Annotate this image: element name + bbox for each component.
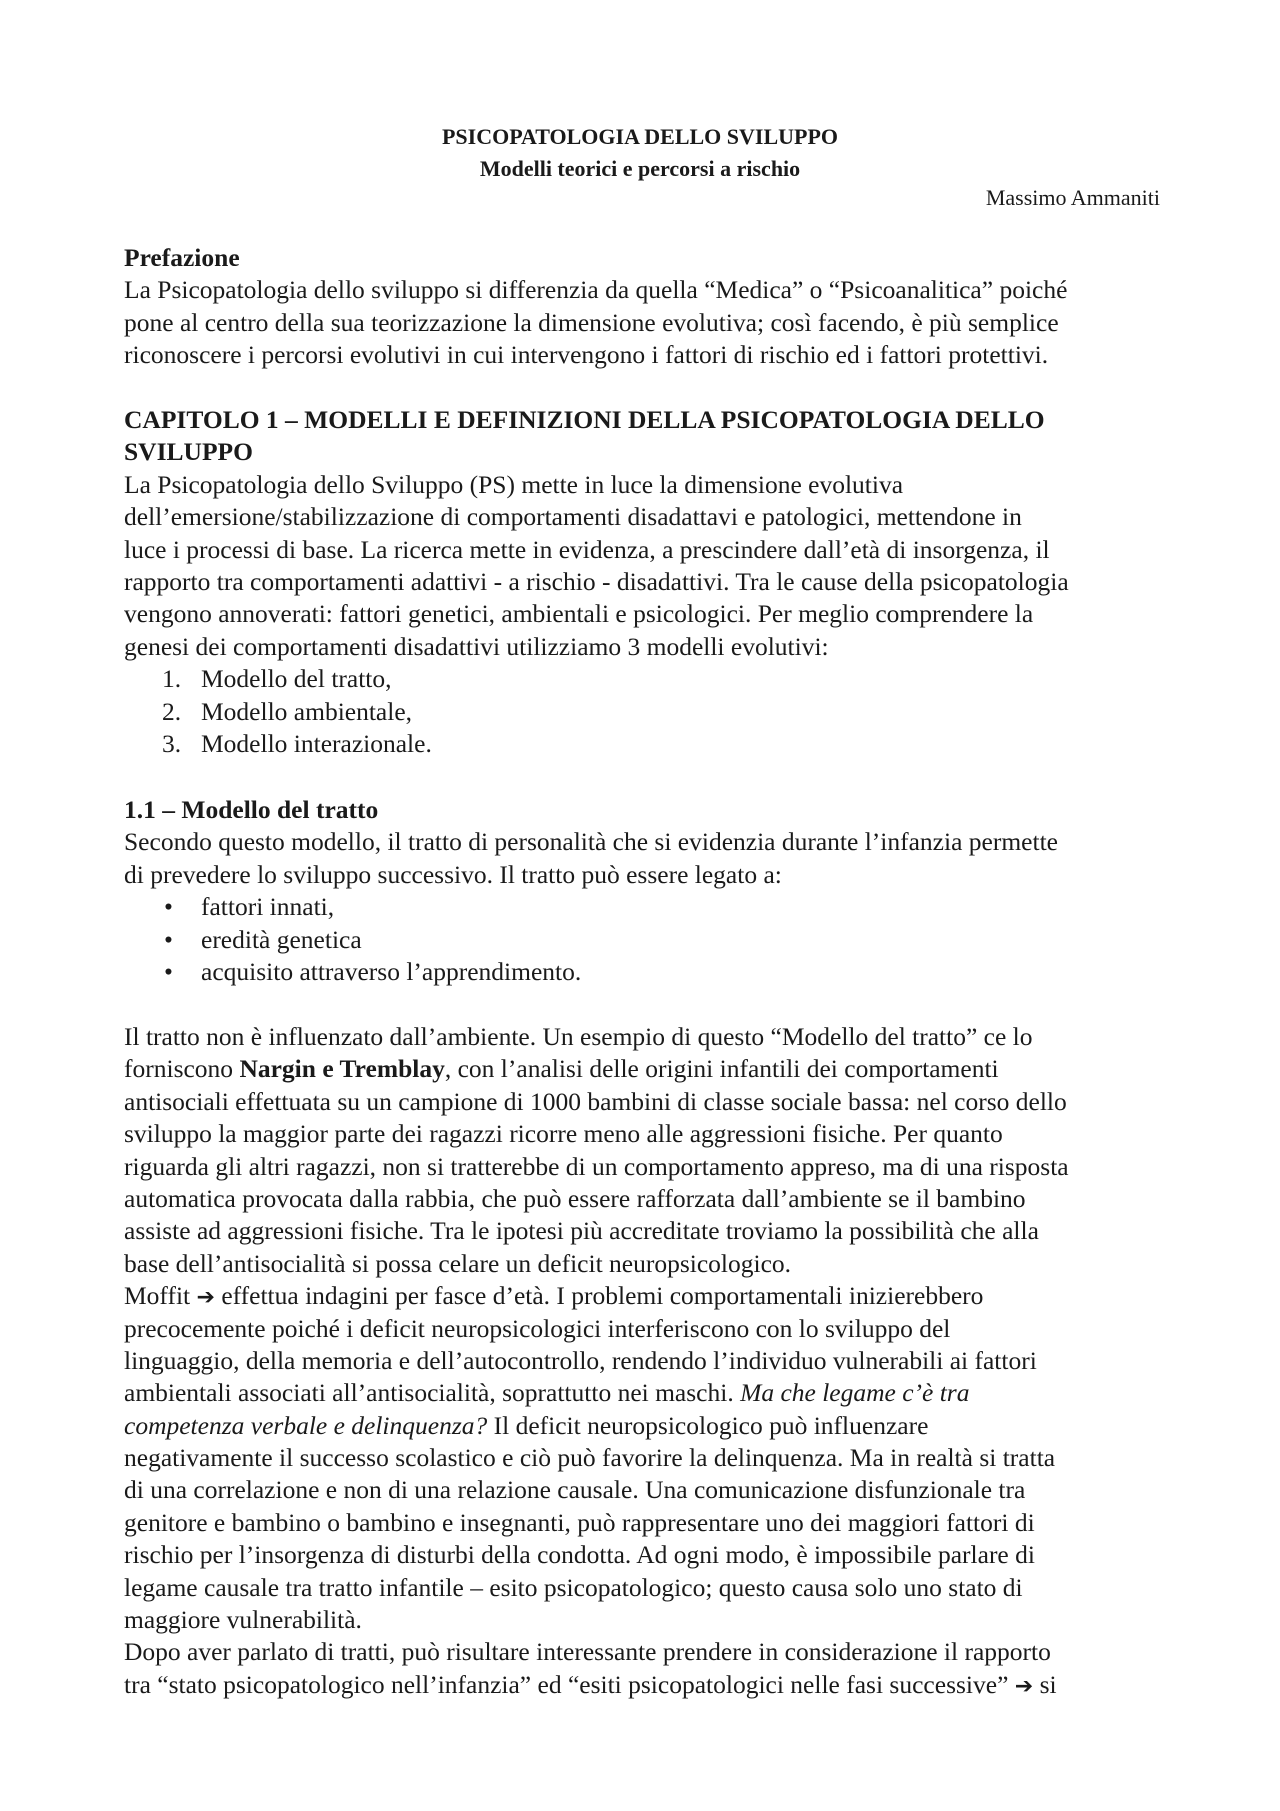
text-run: si bbox=[1033, 1669, 1057, 1699]
bullet-icon: • bbox=[164, 924, 173, 954]
list-text: Modello interazionale. bbox=[201, 728, 432, 758]
section-heading: 1.1 – Modello del tratto bbox=[124, 795, 379, 824]
paragraph-line: di una correlazione e non di una relazione causale. Una comunicazione disfunzionale tra bbox=[124, 1475, 1026, 1505]
bullet-icon: • bbox=[164, 956, 173, 986]
paragraph-line: di prevedere lo sviluppo successivo. Il tratto può essere legato a: bbox=[124, 859, 782, 889]
paragraph-line bbox=[124, 1280, 1174, 1312]
section-1-1 bbox=[124, 794, 1174, 988]
paragraph-line: luce i processi di base. La ricerca mette in evidenza, a prescindere dall’età di insorgenza, il bbox=[124, 534, 1050, 564]
text-run: , con l’analisi delle origini infantili dei comportamenti bbox=[444, 1054, 999, 1084]
preface-section bbox=[124, 242, 1174, 372]
paragraph-line: rischio per l’insorgenza di disturbi della condotta. Ad ogni modo, è impossibile parlare di bbox=[124, 1540, 1035, 1570]
preface-heading: Prefazione bbox=[124, 243, 240, 272]
list-text: Modello ambientale, bbox=[201, 696, 413, 726]
paragraph-line: vengono annoverati: fattori genetici, ambientali e psicologici. Per meglio comprendere la bbox=[124, 599, 1034, 629]
paragraph-line: precocemente poiché i deficit neuropsicologici interferiscono con lo sviluppo del bbox=[124, 1313, 951, 1343]
paragraph-line: rapporto tra comportamenti adattivi - a rischio - disadattivi. Tra le cause della psicopatologia bbox=[124, 566, 1069, 596]
paragraph-line: negativamente il successo scolastico e ciò può favorire la delinquenza. Ma in realtà si tratta bbox=[124, 1443, 1056, 1473]
numbered-list-item bbox=[124, 663, 1174, 695]
paragraph-line: maggiore vulnerabilità. bbox=[124, 1605, 362, 1635]
paragraph-line bbox=[124, 1377, 1174, 1409]
arrow-right-icon: ➔ bbox=[1014, 1673, 1034, 1699]
paragraph-line: riguarda gli altri ragazzi, non si tratterebbe di un comportamento appreso, ma di una risposta bbox=[124, 1151, 1069, 1181]
text-run: tra “stato psicopatologico nell’infanzia” ed “esiti psicopatologici nelle fasi successive” bbox=[124, 1669, 1015, 1699]
paragraph-line: automatica provocata dalla rabbia, che può essere rafforzata dall’ambiente se il bambino bbox=[124, 1183, 1026, 1213]
paragraph-line: La Psicopatologia dello Sviluppo (PS) mette in luce la dimensione evolutiva bbox=[124, 469, 904, 499]
bold-authors: Nargin e Tremblay bbox=[239, 1054, 445, 1084]
paragraph-line: legame causale tra tratto infantile – esito psicopatologico; questo causa solo uno stato di bbox=[124, 1572, 1023, 1602]
text-run: forniscono bbox=[124, 1054, 240, 1084]
paragraph-line: La Psicopatologia dello sviluppo si differenzia da quella “Medica” o “Psicoanalitica” poiché bbox=[124, 275, 1068, 305]
paragraph-line: linguaggio, della memoria e dell’autocontrollo, rendendo l’individuo vulnerabili ai fattori bbox=[124, 1345, 1037, 1375]
italic-question: Ma che legame c’è tra bbox=[740, 1378, 970, 1408]
text-run: ambientali associati all’antisocialità, soprattutto nei maschi. bbox=[124, 1378, 741, 1408]
text-run: Il deficit neuropsicologico può influenzare bbox=[487, 1410, 929, 1440]
paragraph-line: riconoscere i percorsi evolutivi in cui intervengono i fattori di rischio ed i fattori protettivi. bbox=[124, 340, 1049, 370]
list-number: 2. bbox=[162, 696, 182, 726]
paragraph-line: genesi dei comportamenti disadattivi utilizziamo 3 modelli evolutivi: bbox=[124, 631, 829, 661]
chapter-heading: SVILUPPO bbox=[124, 437, 253, 467]
bullet-list-item bbox=[124, 891, 1174, 923]
paragraph-line bbox=[124, 1053, 1174, 1085]
paragraph-line: Dopo aver parlato di tratti, può risultare interessante prendere in considerazione il rapporto bbox=[124, 1637, 1051, 1667]
paragraph-line: pone al centro della sua teorizzazione la dimensione evolutiva; così facendo, è più semplice bbox=[124, 307, 1059, 337]
paragraph-line: Secondo questo modello, il tratto di personalità che si evidenzia durante l’infanzia permette bbox=[124, 827, 1058, 857]
paragraph-line: sviluppo la maggior parte dei ragazzi ricorre meno alle aggressioni fisiche. Per quanto bbox=[124, 1119, 1003, 1149]
list-text: eredità genetica bbox=[201, 924, 362, 954]
list-text: fattori innati, bbox=[201, 892, 335, 922]
list-text: acquisito attraverso l’apprendimento. bbox=[201, 956, 582, 986]
bullet-icon: • bbox=[164, 892, 173, 922]
bullet-list-item bbox=[124, 956, 1174, 988]
document-title: PSICOPATOLOGIA DELLO SVILUPPO bbox=[441, 124, 839, 149]
paragraph-line: antisociali effettuata su un campione di 1000 bambini di classe sociale bassa: nel corso dello bbox=[124, 1086, 1067, 1116]
chapter1-section bbox=[124, 404, 1174, 760]
document-subtitle: Modelli teorici e percorsi a rischio bbox=[479, 156, 801, 181]
author: Massimo Ammaniti bbox=[985, 185, 1160, 210]
chapter-heading: CAPITOLO 1 – MODELLI E DEFINIZIONI DELLA PSICOPATOLOGIA DELLO bbox=[124, 405, 1045, 434]
text-run: effettua indagini per fasce d’età. I problemi comportamentali inizierebbero bbox=[214, 1281, 984, 1311]
paragraph-line: assiste ad aggressioni fisiche. Tra le ipotesi più accreditate troviamo la possibilità che alla bbox=[124, 1216, 1039, 1246]
arrow-right-icon: ➔ bbox=[196, 1285, 215, 1311]
list-text: Modello del tratto, bbox=[201, 664, 392, 694]
paragraph-line bbox=[124, 1410, 1174, 1442]
body-paragraphs bbox=[124, 1021, 1174, 1701]
paragraph-line: genitore e bambino o bambino e insegnanti, può rappresentare uno dei maggiori fattori di bbox=[124, 1507, 1035, 1537]
list-number: 1. bbox=[162, 664, 182, 694]
numbered-list-item bbox=[124, 696, 1174, 728]
numbered-list-item bbox=[124, 728, 1174, 760]
list-number: 3. bbox=[162, 728, 182, 758]
paragraph-line: dell’emersione/stabilizzazione di comportamenti disadattavi e patologici, mettendone in bbox=[124, 502, 1022, 532]
bullet-list-item bbox=[124, 924, 1174, 956]
paragraph-line: Il tratto non è influenzato dall’ambiente. Un esempio di questo “Modello del tratto” ce lo bbox=[124, 1022, 1033, 1051]
italic-question: competenza verbale e delinquenza? bbox=[124, 1410, 488, 1440]
paragraph-line: base dell’antisocialità si possa celare un deficit neuropsicologico. bbox=[124, 1248, 792, 1278]
paragraph-line bbox=[124, 1669, 1174, 1701]
text-run: Moffit bbox=[124, 1281, 197, 1311]
